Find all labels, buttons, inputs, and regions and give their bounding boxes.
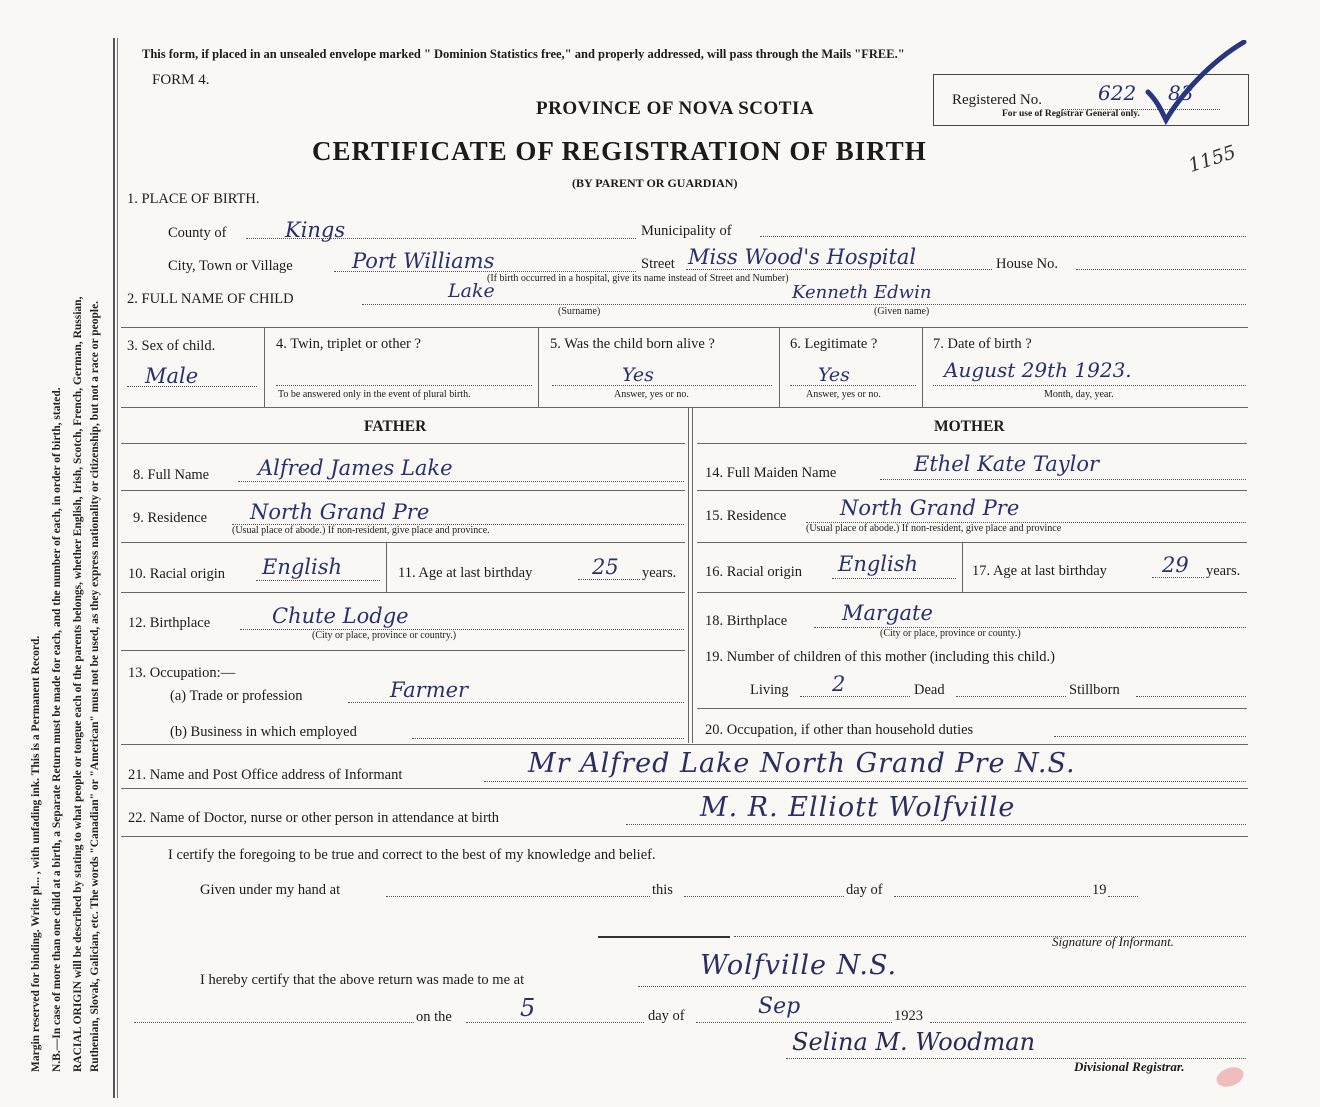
- father-years: years.: [642, 565, 677, 581]
- rule: [922, 327, 923, 407]
- mother-occupation-label: 20. Occupation, if other than household duties: [705, 722, 974, 738]
- margin-note-1: Margin reserved for binding. Write pl... , with unfading ink. This is a Permanent Record.: [30, 635, 42, 1072]
- mother-res-caption: (Usual place of abode.) If non-resident, give place and province: [806, 523, 1062, 534]
- rule: [697, 542, 1247, 543]
- mother-name-line: [880, 479, 1246, 480]
- informant-label: 21. Name and Post Office address of Informant: [128, 767, 403, 783]
- child-name-line: [362, 304, 1246, 305]
- twin-note: To be answered only in the event of plural birth.: [278, 389, 471, 400]
- registration-day: 5: [520, 994, 536, 1022]
- rule: [697, 708, 1247, 709]
- year-prefix: 19: [1092, 882, 1107, 898]
- registered-value-year: 83: [1168, 81, 1194, 105]
- alive-line: [552, 385, 772, 386]
- father-birthplace-caption: (City or place, province or country.): [312, 630, 457, 641]
- informant-line: [484, 781, 1246, 782]
- business-line: [412, 738, 684, 739]
- year-line: [1108, 896, 1138, 897]
- margin-note-2: N.B.—In case of more than one child at a birth, a Separate Return must be made for each, and the number of each, in order of birth, stated.: [51, 387, 63, 1072]
- county-label: County of: [168, 225, 227, 241]
- registration-month: Sep: [758, 994, 801, 1019]
- mother-res-label: 15. Residence: [705, 508, 787, 524]
- father-res-caption: (Usual place of abode.) If non-resident, give place and province.: [232, 525, 490, 536]
- legit-line: [790, 385, 916, 386]
- stillborn-label: Stillborn: [1069, 682, 1120, 698]
- registrar-place: Wolfville N.S.: [700, 950, 898, 981]
- mother-race-label: 16. Racial origin: [705, 564, 803, 580]
- house-label: House No.: [996, 256, 1059, 272]
- registered-value: 622: [1098, 81, 1137, 105]
- house-line: [1076, 269, 1246, 270]
- doctor-value: M. R. Elliott Wolfville: [700, 792, 1016, 823]
- rule: [538, 327, 539, 407]
- father-occupation-label: 13. Occupation:—: [128, 665, 236, 681]
- registered-label: Registered No.: [952, 92, 1042, 108]
- divisional-registrar-caption: Divisional Registrar.: [1074, 1059, 1185, 1074]
- given-under-label: Given under my hand at: [200, 882, 341, 898]
- rule: [688, 407, 689, 743]
- legit-value: Yes: [818, 364, 850, 386]
- father-race-label: 10. Racial origin: [128, 566, 226, 582]
- margin-note-4: Ruthenian, Slovak, Galician, etc. The words "Canadian" or "American" must not be used, as they express nationality or citizenship, but not a race or people.: [89, 300, 101, 1072]
- place-heading: 1. PLACE OF BIRTH.: [127, 191, 260, 207]
- day-of-label-2: day of: [648, 1008, 685, 1024]
- rule: [121, 327, 1248, 328]
- rule: [121, 490, 685, 491]
- doctor-line: [626, 824, 1246, 825]
- certify-statement: I certify the foregoing to be true and correct to the best of my knowledge and belief.: [168, 847, 656, 863]
- rule: [386, 542, 387, 592]
- province-name: PROVINCE OF NOVA SCOTIA: [536, 98, 815, 119]
- doctor-label: 22. Name of Doctor, nurse or other person in attendance at birth: [128, 810, 500, 826]
- month-line: [696, 1022, 892, 1023]
- corner-mark: 1155: [1185, 141, 1239, 177]
- day-of-line: [894, 896, 1090, 897]
- mother-occupation-line: [1054, 736, 1246, 737]
- father-age-label: 11. Age at last birthday: [398, 565, 533, 581]
- father-res-label: 9. Residence: [133, 510, 208, 526]
- dob-value: August 29th 1923.: [944, 358, 1132, 382]
- sex-value: Male: [145, 364, 199, 388]
- alive-value: Yes: [622, 364, 654, 386]
- rule: [779, 327, 780, 407]
- registrar-place-line: [638, 986, 1246, 987]
- father-race-line: [256, 580, 380, 581]
- on-the-label: on the: [416, 1009, 452, 1025]
- given-at-line: [386, 896, 650, 897]
- trade-label: (a) Trade or profession: [170, 688, 303, 704]
- father-name-value: Alfred James Lake: [258, 456, 453, 480]
- sex-label: 3. Sex of child.: [127, 338, 216, 354]
- rule: [264, 327, 265, 407]
- mother-name-label: 14. Full Maiden Name: [705, 465, 837, 481]
- registrar-statement: I hereby certify that the above return was made to me at: [200, 972, 525, 988]
- dead-line: [956, 696, 1066, 697]
- father-birthplace-label: 12. Birthplace: [128, 615, 211, 631]
- mail-notice: This form, if placed in an unsealed envelope marked " Dominion Statistics free," and properly addressed, will pass through the Mails "FREE.": [142, 47, 905, 61]
- father-birthplace-value: Chute Lodge: [272, 604, 409, 628]
- rule: [962, 542, 963, 592]
- rule: [121, 407, 1248, 408]
- father-age-line: [578, 579, 640, 580]
- registrar-use-note: For use of Registrar General only.: [1002, 109, 1140, 119]
- mother-years: years.: [1206, 563, 1241, 579]
- trade-value: Farmer: [390, 678, 469, 702]
- dead-label: Dead: [914, 682, 945, 698]
- informant-value: Mr Alfred Lake North Grand Pre N.S.: [528, 748, 1076, 779]
- this-line: [684, 896, 844, 897]
- mother-res-value: North Grand Pre: [840, 496, 1020, 520]
- living-value: 2: [832, 672, 846, 696]
- mother-age-line: [1152, 577, 1204, 578]
- rule: [121, 542, 685, 543]
- mother-age-value: 29: [1162, 553, 1189, 577]
- mother-birthplace-line: [814, 627, 1246, 628]
- street-value: Miss Wood's Hospital: [688, 245, 917, 269]
- registrar-signature: Selina M. Woodman: [792, 1028, 1036, 1056]
- registration-year: 1923: [894, 1008, 923, 1024]
- margin-note-3: RACIAL ORIGIN will be described by stating to what people or tongue each of the parents belongs, whether English, Irish, Scotch, French, German, Russian,: [72, 296, 84, 1072]
- children-label: 19. Number of children of this mother (including this child.): [705, 649, 1055, 665]
- rule: [697, 592, 1247, 593]
- street-label: Street: [641, 256, 675, 272]
- on-the-lead-line: [134, 1022, 414, 1023]
- form-number: FORM 4.: [152, 72, 210, 88]
- given-caption: (Given name): [874, 306, 930, 317]
- legit-label: 6. Legitimate ?: [790, 336, 878, 352]
- dob-label: 7. Date of birth ?: [933, 336, 1032, 352]
- rule: [121, 650, 685, 651]
- mother-race-line: [832, 578, 956, 579]
- rule: [121, 744, 1248, 745]
- father-age-value: 25: [592, 555, 619, 579]
- father-race-value: English: [262, 555, 343, 579]
- mother-age-label: 17. Age at last birthday: [972, 563, 1107, 579]
- page-title: CERTIFICATE OF REGISTRATION OF BIRTH: [312, 136, 927, 166]
- living-label: Living: [750, 682, 789, 698]
- municipality-line: [760, 236, 1246, 237]
- twin-line: [276, 385, 532, 386]
- margin-rule: [113, 38, 115, 1098]
- municipality-label: Municipality of: [641, 223, 732, 239]
- rule: [697, 443, 1247, 444]
- rule: [121, 592, 685, 593]
- rule: [121, 443, 685, 444]
- red-stamp-mark: [1214, 1064, 1246, 1090]
- business-label: (b) Business in which employed: [170, 724, 357, 740]
- dob-line: [933, 385, 1246, 386]
- signature-informant-caption: Signature of Informant.: [1052, 934, 1174, 949]
- dob-caption: Month, day, year.: [1044, 389, 1114, 400]
- mother-birthplace-value: Margate: [842, 601, 933, 625]
- checkmark-icon: [1140, 40, 1250, 130]
- rule: [598, 936, 730, 938]
- living-line: [800, 696, 910, 697]
- alive-caption: Answer, yes or no.: [614, 389, 689, 400]
- trade-line: [348, 702, 684, 703]
- father-res-value: North Grand Pre: [250, 500, 430, 524]
- rule: [692, 407, 693, 743]
- alive-label: 5. Was the child born alive ?: [550, 336, 715, 352]
- year-tail-line: [930, 1022, 1246, 1023]
- mother-birthplace-label: 18. Birthplace: [705, 613, 788, 629]
- child-name-label: 2. FULL NAME OF CHILD: [127, 291, 294, 307]
- mother-name-value: Ethel Kate Taylor: [914, 452, 1100, 476]
- rule: [121, 788, 1248, 789]
- on-the-line: [466, 1022, 644, 1023]
- twin-label: 4. Twin, triplet or other ?: [276, 336, 421, 352]
- margin-rule-inner: [117, 38, 118, 1098]
- father-heading: FATHER: [364, 418, 427, 435]
- page-subtitle: (BY PARENT OR GUARDIAN): [572, 176, 738, 190]
- father-name-line: [238, 481, 684, 482]
- mother-heading: MOTHER: [934, 418, 1005, 435]
- day-of-label: day of: [846, 882, 883, 898]
- child-surname: Lake: [448, 280, 495, 302]
- rule: [697, 490, 1247, 491]
- legit-caption: Answer, yes or no.: [806, 389, 881, 400]
- this-label: this: [652, 882, 673, 898]
- hospital-note: (If birth occurred in a hospital, give its name instead of Street and Number): [487, 273, 789, 284]
- father-name-label: 8. Full Name: [133, 467, 210, 483]
- mother-birthplace-caption: (City or place, province or county.): [880, 628, 1021, 639]
- stillborn-line: [1136, 696, 1246, 697]
- child-given-name: Kenneth Edwin: [792, 282, 932, 303]
- father-birthplace-line: [240, 629, 684, 630]
- street-line: [686, 269, 992, 270]
- city-value: Port Williams: [352, 249, 495, 273]
- county-value: Kings: [285, 218, 346, 242]
- mother-race-value: English: [838, 552, 919, 576]
- rule: [121, 836, 1248, 837]
- city-label: City, Town or Village: [168, 258, 293, 274]
- surname-caption: (Surname): [558, 306, 601, 317]
